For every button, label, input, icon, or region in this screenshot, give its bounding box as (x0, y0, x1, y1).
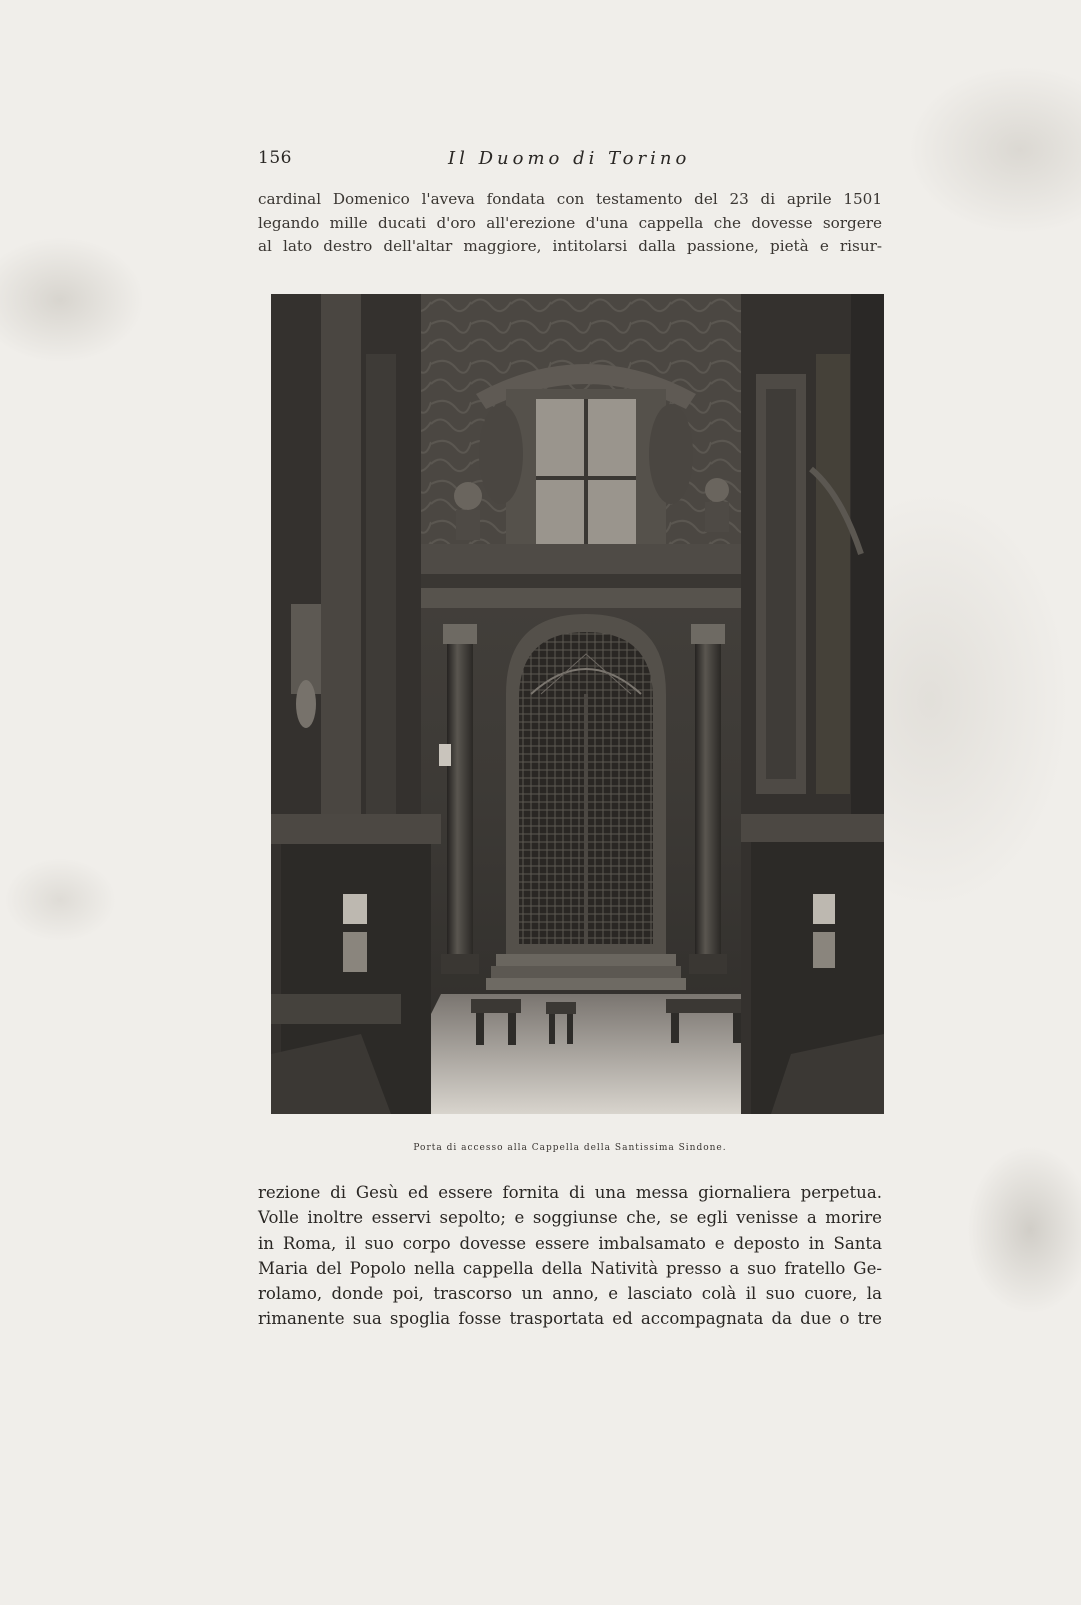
text-line: rimanente sua spoglia fosse trasportata ed accompagnata da due o tre (258, 1309, 882, 1329)
text-line: legando mille ducati d'oro all'erezione d'una cappella che dovesse sorgere (258, 213, 882, 232)
text-line: cardinal Domenico l'aveva fondata con testamento del 23 di aprile 1501 (258, 190, 882, 208)
text-line: rezione di Gesù ed essere fornita di una messa giornaliera perpetua. (258, 1183, 882, 1202)
text-line: al lato destro dell'altar maggiore, intitolarsi dalla passione, pietà e risur- (258, 237, 882, 255)
running-head (258, 148, 882, 172)
text-line: rolamo, donde poi, trascorso un anno, e lasciato colà il suo cuore, la (258, 1284, 882, 1304)
page-number: 156 (258, 148, 292, 168)
top-paragraph (258, 188, 882, 259)
running-title: Il Duomo di Torino (448, 148, 691, 169)
figure-caption: Porta di accesso alla Cappella della Santissima Sindone. (413, 1143, 727, 1153)
text-line: in Roma, il suo corpo dovesse essere imbalsamato e deposto in Santa (258, 1233, 882, 1253)
text-line: Volle inoltre esservi sepolto; e soggiunse che, se egli venisse a morire (258, 1208, 882, 1228)
text-line: Maria del Popolo nella cappella della Natività presso a suo fratello Ge- (258, 1258, 882, 1278)
bottom-paragraph (258, 1180, 882, 1332)
chapel-door-photograph (271, 294, 884, 1114)
